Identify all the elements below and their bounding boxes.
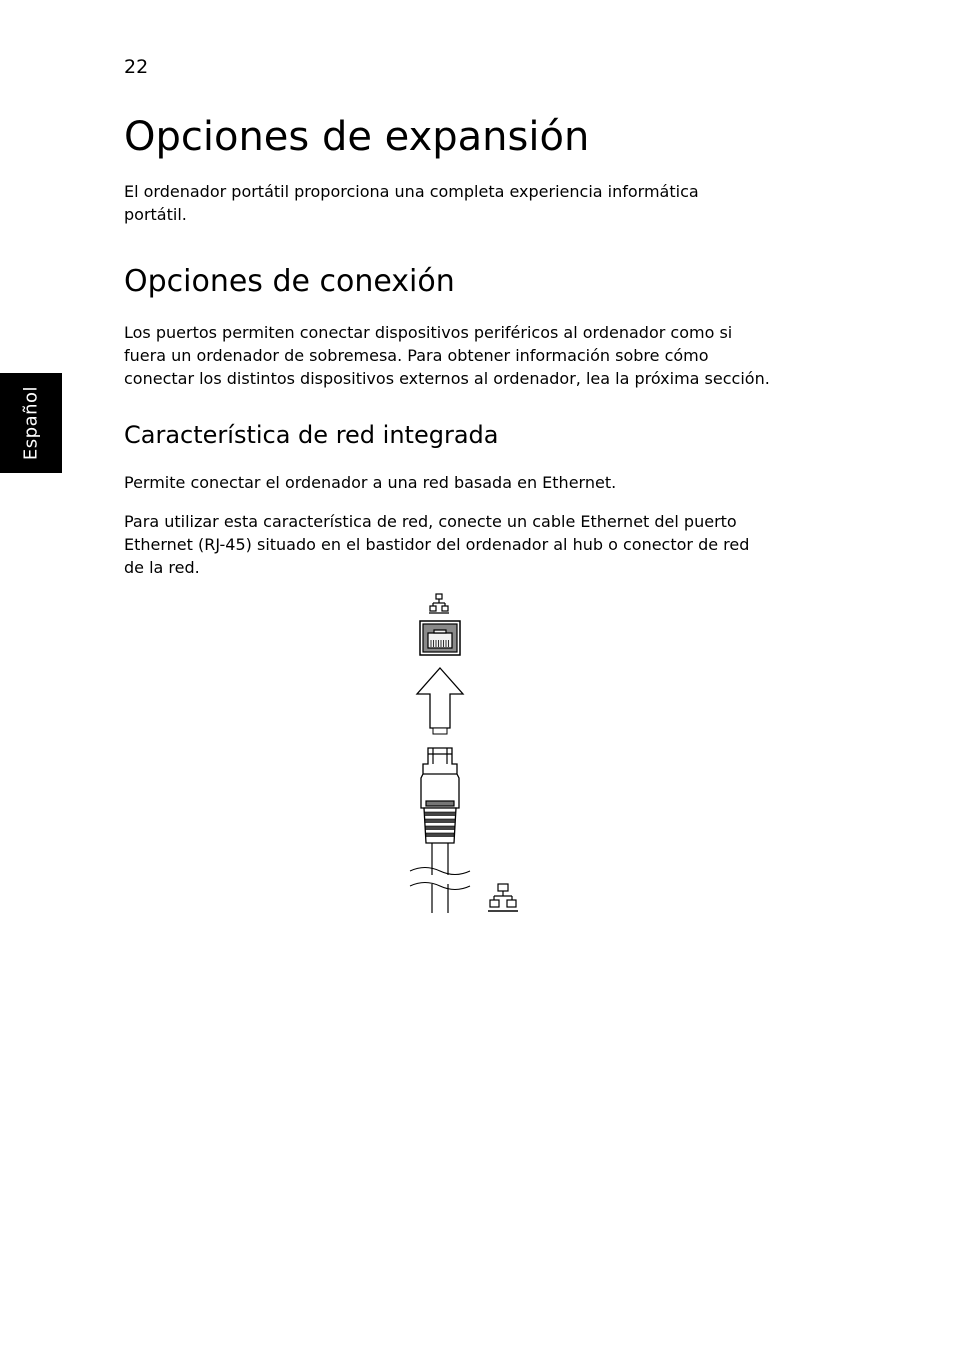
text-line: fuera un ordenador de sobremesa. Para obtener información sobre cómo [124,346,709,365]
text-line: Permite conectar el ordenador a una red basada en Ethernet. [124,473,617,492]
connection-paragraph [124,321,770,390]
text-line: Ethernet (RJ-45) situado en el bastidor del ordenador al hub o conector de red [124,535,750,554]
network-paragraph-1 [124,471,616,494]
text-line: de la red. [124,558,200,577]
page-title: Opciones de expansión [124,114,590,160]
network-icon [488,884,518,911]
text-line: Los puertos permiten conectar dispositivos periféricos al ordenador como si [124,323,733,342]
intro-paragraph [124,180,699,226]
arrow-up-icon [417,668,463,734]
page-number: 22 [124,56,149,78]
ethernet-connection-figure [400,588,540,923]
ethernet-port-icon [420,621,460,655]
text-line: conectar los distintos dispositivos externos al ordenador, lea la próxima sección. [124,369,770,388]
network-paragraph-2 [124,510,749,579]
language-tab-label: Español [20,385,42,461]
text-line: Para utilizar esta característica de red, conecte un cable Ethernet del puerto [124,512,737,531]
connection-heading: Opciones de conexión [124,264,455,299]
language-tab [0,373,62,473]
text-line: portátil. [124,205,187,224]
text-line: El ordenador portátil proporciona una completa experiencia informática [124,182,699,201]
network-icon [429,594,449,613]
network-heading: Característica de red integrada [124,421,499,449]
rj45-plug-icon [410,748,470,913]
